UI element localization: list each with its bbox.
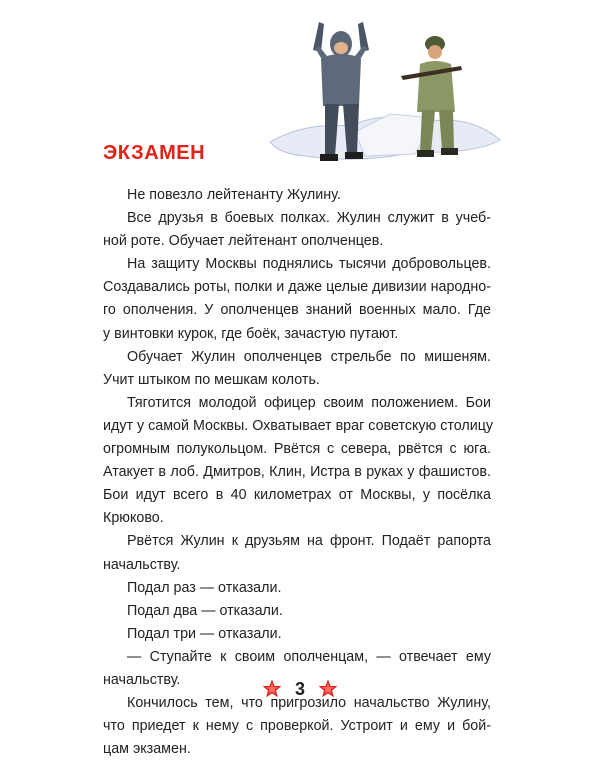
text-line: Подал три — отказали.	[127, 625, 282, 642]
story-text	[103, 184, 494, 761]
text-line: Рвётся Жулин к друзьям на фронт. Подаёт рапорта	[127, 533, 491, 550]
text-line: Не повезло лейтенанту Жулину.	[127, 187, 341, 203]
text-line: начальству.	[103, 671, 181, 688]
text-line: — Ступайте к своим ополченцам, — отвечает ему	[127, 648, 491, 665]
text-line: Учит штыком по мешкам колоть.	[103, 371, 320, 388]
chapter-title: ЭКЗАМЕН	[103, 142, 206, 164]
text-line: Кончилось тем, что пригрозило начальство Жулину,	[127, 695, 491, 712]
text-line: Тяготится молодой офицер своим положением. Бои	[127, 394, 491, 411]
text-line: цам экзамен.	[103, 741, 191, 758]
page-number: 3	[294, 678, 305, 699]
text-line: Атакует в лоб. Дмитров, Клин, Истра в руках у фашистов.	[103, 464, 491, 481]
text-line: Обучает Жулин ополченцев стрельбе по мишеням.	[127, 348, 491, 365]
text-line: что приедет к нему с проверкой. Устроит и ему и бой-	[103, 718, 491, 735]
text-line: ной роте. Обучает лейтенант ополченцев.	[103, 233, 384, 250]
text-line: Создавались роты, полки и даже целые дивизии народно-	[103, 279, 491, 296]
text-line: огромным полукольцом. Рвётся с севера, рвётся с юга.	[103, 441, 491, 458]
text-line: Подал раз — отказали.	[127, 579, 282, 596]
text-line: Крюково.	[103, 510, 164, 527]
page-footer	[0, 678, 600, 700]
text-line: го ополчения. У ополченцев знаний военных мало. Где	[103, 302, 491, 319]
text-line: Все друзья в боевых полках. Жулин служит в учеб-	[127, 210, 491, 227]
red-star-icon	[261, 678, 283, 700]
text-line: На защиту Москвы поднялись тысячи добровольцев.	[127, 256, 491, 273]
text-line: Подал два — отказали.	[127, 602, 283, 619]
red-star-icon	[317, 678, 339, 700]
text-line: начальству.	[103, 556, 181, 573]
soldiers-illustration	[265, 14, 505, 179]
text-line: Бои идут всего в 40 километрах от Москвы, у посёлка	[103, 487, 491, 504]
text-line: идут у самой Москвы. Охватывает враг советскую столицу	[103, 417, 494, 434]
text-line: у винтовки курок, где боёк, зачастую путают.	[103, 325, 399, 342]
